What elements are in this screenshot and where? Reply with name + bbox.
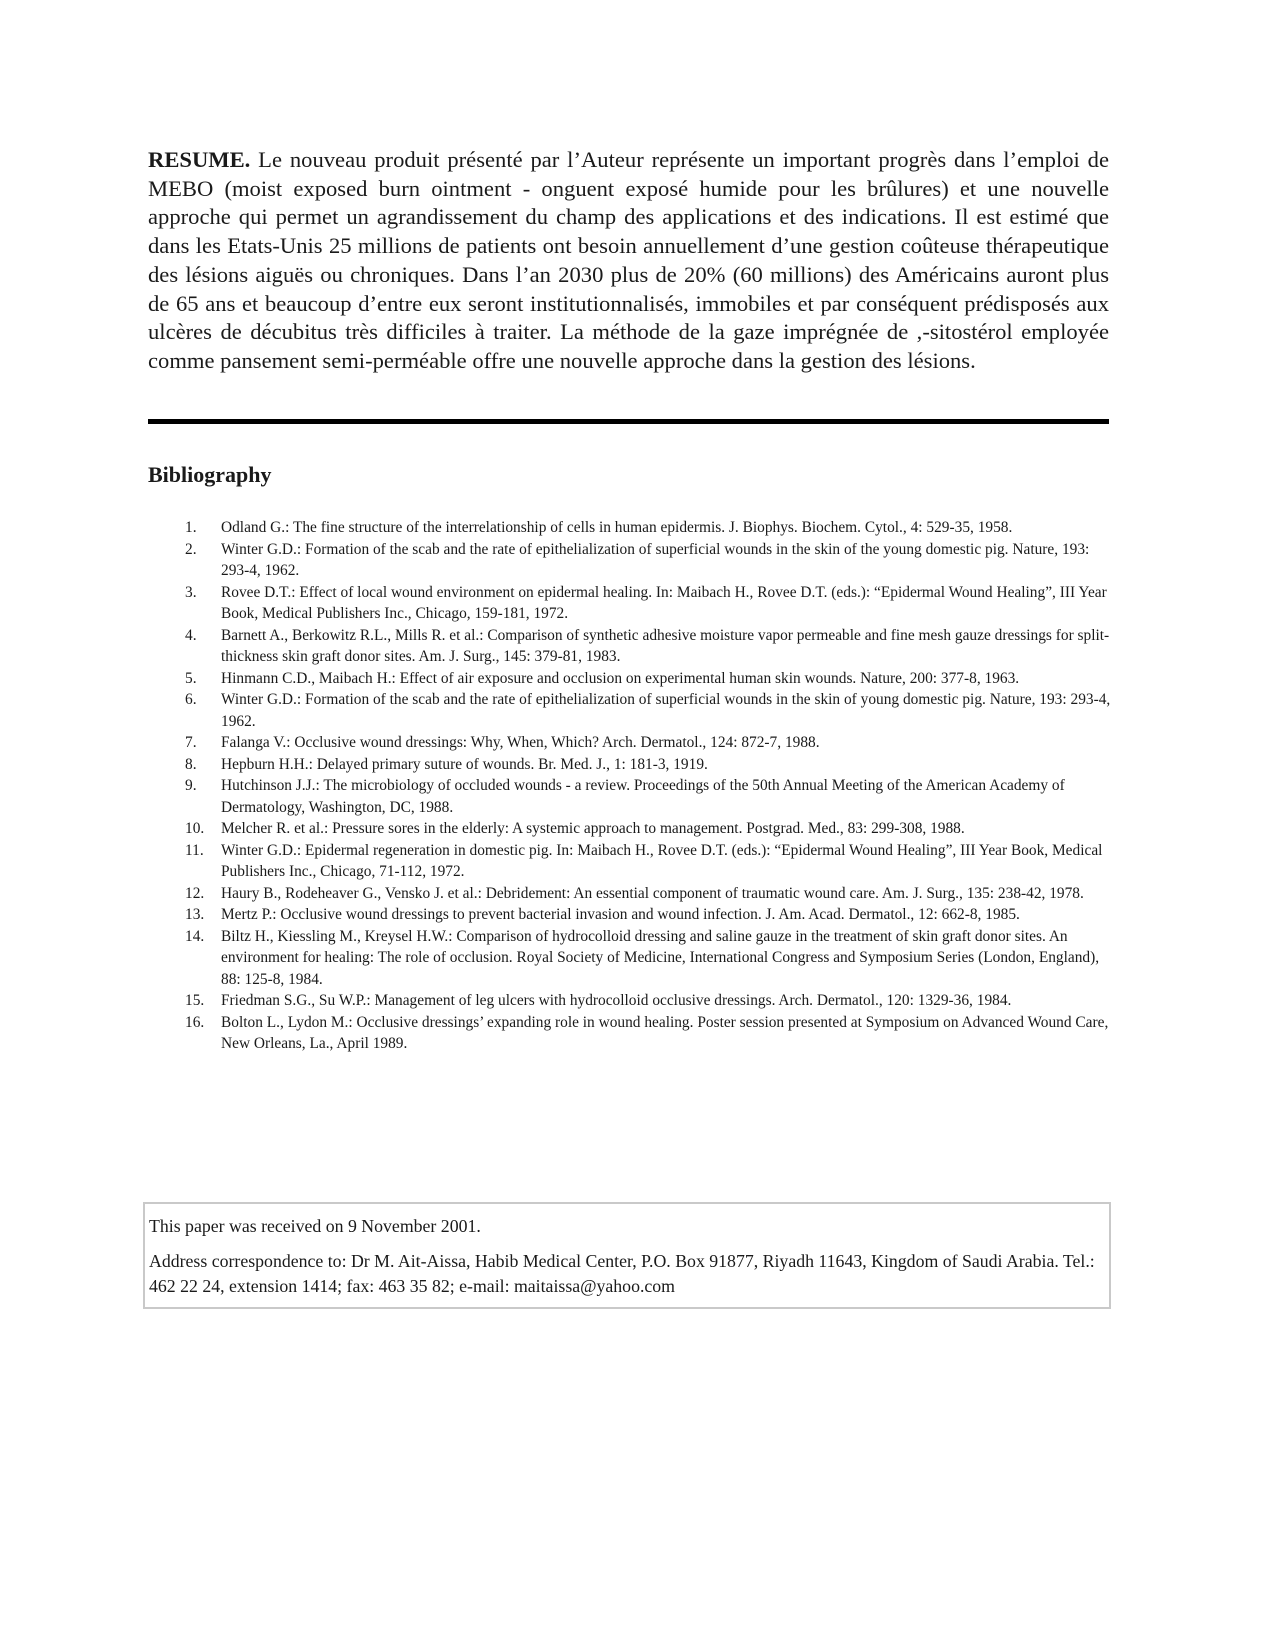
reference-item (168, 689, 1111, 732)
reference-item (168, 517, 1111, 539)
reference-list (168, 517, 1111, 1055)
reference-text: Winter G.D.: Epidermal regeneration in domestic pig. In: Maibach H., Rovee D.T. (eds.): “Epidermal Wound Healing”, III Year Book, Medical Publishers Inc., Chicago, 71-112, 1972. (221, 841, 1103, 880)
reference-text: Haury B., Rodeheaver G., Vensko J. et al.: Debridement: An essential component of traumatic wound care. Am. J. Surg., 135: 238-42, 1978. (221, 884, 1084, 902)
reference-item (168, 775, 1111, 818)
reference-text: Friedman S.G., Su W.P.: Management of leg ulcers with hydrocolloid occlusive dressings. Arch. Dermatol., 120: 1329-36, 1984. (221, 992, 1012, 1009)
reference-item (168, 732, 1111, 754)
reference-item (168, 539, 1111, 582)
reference-number: 8. (185, 755, 197, 773)
reference-text: Falanga V.: Occlusive wound dressings: Why, When, Which? Arch. Dermatol., 124: 872-7, 1988. (221, 734, 820, 751)
reference-number: 2. (185, 540, 197, 558)
reference-item (168, 926, 1111, 991)
reference-number: 11. (185, 841, 204, 859)
reference-text: Hinmann C.D., Maibach H.: Effect of air exposure and occlusion on experimental human skin wounds. Nature, 200: 377-8, 1963. (221, 669, 1020, 687)
reference-number: 9. (185, 777, 197, 794)
reference-item (168, 990, 1111, 1012)
reference-number: 10. (185, 820, 205, 837)
bibliography-heading: Bibliography (148, 462, 272, 487)
reference-text: Winter G.D.: Formation of the scab and the rate of epithelialization of superficial wounds in the skin of the young domestic pig. Nature, 193: 293-4, 1962. (221, 540, 1090, 579)
resume-lead: RESUME. (148, 147, 251, 172)
reference-number: 7. (185, 734, 197, 751)
reference-text: Winter G.D.: Formation of the scab and the rate of epithelialization of superficial wounds in the skin of young domestic pig. Nature, 193: 293-4, 1962. (221, 691, 1111, 730)
reference-number: 16. (185, 1013, 205, 1031)
reference-item (168, 625, 1111, 668)
reference-number: 15. (185, 992, 205, 1009)
reference-text: Barnett A., Berkowitz R.L., Mills R. et al.: Comparison of synthetic adhesive moisture vapor permeable and fine mesh gauze dressings for split-thickness skin graft donor sites. Am. J. Surg., 145: 379-81, 1983. (221, 626, 1110, 665)
reference-text: Hepburn H.H.: Delayed primary suture of wounds. Br. Med. J., 1: 181-3, 1919. (221, 755, 708, 773)
resume-text: Le nouveau produit présenté par l’Auteur représente un important progrès dans l’emploi de MEBO (moist exposed burn ointment - onguent exposé humide pour les brûlures) et une nouvelle approche qui permet un agrandissement du champ des applications et des indications. Il est estimé que dans les Etats-Unis 25 millions de patients ont besoin annuellement d’une gestion coûteuse thérapeutique des lésions aiguës ou chroniques. Dans l’an 2030 plus de 20% (60 millions) des Américains auront plus de 65 ans et beaucoup d’entre eux seront institutionnalisés, immobiles et par conséquent prédisposés aux ulcères de décubitus très difficiles à traiter. La méthode de la gaze imprégnée de ,-sitostérol employée comme pansement semi-perméable offre une nouvelle approche dans la gestion des lésions. (148, 147, 1109, 373)
reference-text: Bolton L., Lydon M.: Occlusive dressings’ expanding role in wound healing. Poster session presented at Symposium on Advanced Wound Care, New Orleans, La., April 1989. (221, 1013, 1109, 1052)
reference-item (168, 818, 1111, 840)
reference-number: 6. (185, 691, 197, 708)
reference-text: Biltz H., Kiessling M., Kreysel H.W.: Comparison of hydrocolloid dressing and saline gauze in the treatment of skin graft donor sites. An environment for healing: The role of occlusion. Royal Society of Medicine, International Congress and Symposium Series (London, England), 88: 125-8, 1984. (221, 927, 1100, 988)
reference-text: Hutchinson J.J.: The microbiology of occluded wounds - a review. Proceedings of the 50th Annual Meeting of the American Academy of Dermatology, Washington, DC, 1988. (221, 777, 1065, 816)
reference-item (168, 904, 1111, 926)
reference-number: 14. (185, 927, 205, 945)
reference-item (168, 840, 1111, 883)
reference-text: Melcher R. et al.: Pressure sores in the elderly: A systemic approach to management. Postgrad. Med., 83: 299-308, 1988. (221, 820, 965, 837)
reference-number: 5. (185, 669, 197, 687)
resume-paragraph (148, 146, 1109, 376)
reference-item (168, 582, 1111, 625)
reference-item (168, 754, 1111, 776)
correspondence-address: Address correspondence to: Dr M. Ait-Aissa, Habib Medical Center, P.O. Box 91877, Riyadh 11643, Kingdom of Saudi Arabia. Tel.: 462 22 24, extension 1414; fax: 463 35 82; e-mail: maitaissa@yahoo.com (149, 1250, 1095, 1296)
reference-number: 3. (185, 583, 197, 601)
reference-item (168, 883, 1111, 905)
reference-text: Mertz P.: Occlusive wound dressings to prevent bacterial invasion and wound infection. J. Am. Acad. Dermatol., 12: 662-8, 1985. (221, 906, 1020, 923)
reference-item (168, 668, 1111, 690)
reference-number: 12. (185, 884, 205, 902)
reference-text: Rovee D.T.: Effect of local wound environment on epidermal healing. In: Maibach H., Rovee D.T. (eds.): “Epidermal Wound Healing”, III Year Book, Medical Publishers Inc., Chicago, 159-181, 1972. (221, 583, 1107, 622)
received-date-note: This paper was received on 9 November 2001. (149, 1216, 481, 1236)
reference-number: 1. (185, 519, 197, 536)
reference-text: Odland G.: The fine structure of the interrelationship of cells in human epidermis. J. Biophys. Biochem. Cytol., 4: 529-35, 1958. (221, 519, 1013, 536)
reference-number: 13. (185, 906, 205, 923)
section-divider (148, 419, 1109, 424)
reference-number: 4. (185, 626, 197, 644)
correspondence-box (143, 1202, 1111, 1309)
reference-item (168, 1012, 1111, 1055)
